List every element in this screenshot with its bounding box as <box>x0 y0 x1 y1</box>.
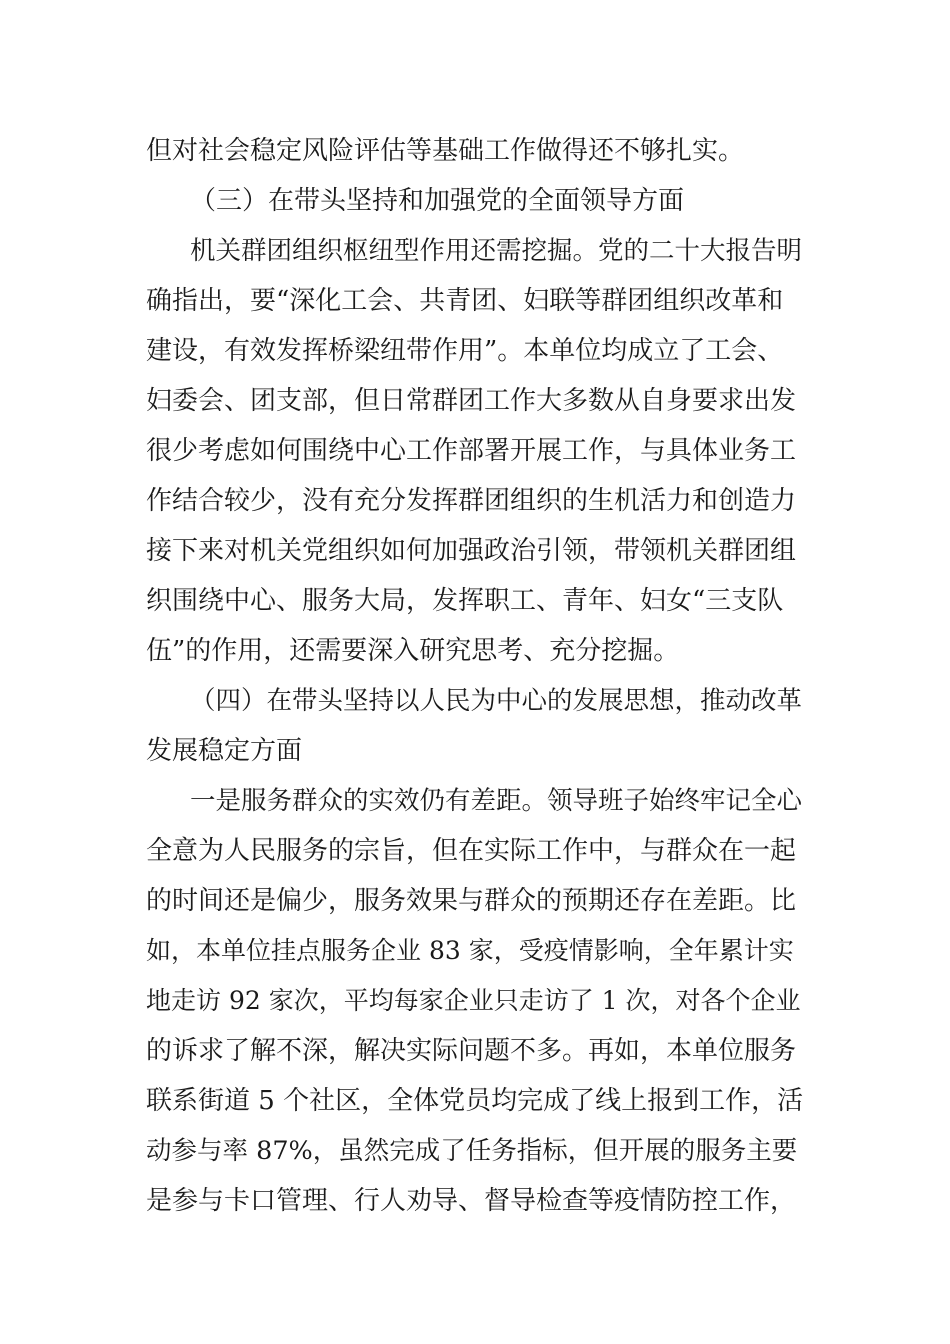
text-line-11: 伍”的作用，还需要深入研究思考、充分挖掘。 <box>146 636 680 666</box>
text-line-20: 联系街道 5 个社区，全体党员均完成了线上报到工作，活 <box>146 1086 804 1116</box>
text-line-10: 织围绕中心、服务大局，发挥职工、青年、妇女“三支队 <box>146 586 784 616</box>
text-line-15: 全意为人民服务的宗旨，但在实际工作中，与群众在一起 <box>146 836 797 866</box>
text-line-17: 如，本单位挂点服务企业 83 家，受疫情影响，全年累计实 <box>146 936 794 965</box>
text-line-7: 很少考虑如何围绕中心工作部署开展工作，与具体业务工 <box>146 436 797 466</box>
text-line-19: 的诉求了解不深，解决实际问题不多。再如，本单位服务 <box>146 1036 797 1066</box>
text-line-22: 是参与卡口管理、行人劝导、督导检查等疫情防控工作， <box>146 1186 797 1216</box>
text-line-14: 一是服务群众的实效仍有差距。领导班子始终牢记全心 <box>190 786 803 816</box>
text-line-18: 地走访 92 家次，平均每家企业只走访了 1 次，对各个企业 <box>146 986 801 1015</box>
text-line-4: 确指出，要“深化工会、共青团、妇联等群团组织改革和 <box>146 286 784 316</box>
text-line-21: 动参与率 87%，虽然完成了任务指标，但开展的服务主要 <box>146 1136 798 1166</box>
section-heading-4-cont: 发展稳定方面 <box>146 736 303 766</box>
section-heading-4: （四）在带头坚持以人民为中心的发展思想，推动改革 <box>190 686 803 716</box>
text-line-16: 的时间还是偏少，服务效果与群众的预期还存在差距。比 <box>146 886 797 916</box>
text-line-1: 但对社会稳定风险评估等基础工作做得还不够扎实。 <box>146 136 745 166</box>
text-line-9: 接下来对机关党组织如何加强政治引领，带领机关群团组 <box>146 536 797 566</box>
text-line-6: 妇委会、团支部，但日常群团工作大多数从自身要求出发 <box>146 386 797 416</box>
text-line-5: 建设，有效发挥桥梁纽带作用”。本单位均成立了工会、 <box>146 336 784 366</box>
text-line-3: 机关群团组织枢纽型作用还需挖掘。党的二十大报告明 <box>190 236 803 266</box>
text-line-8: 作结合较少，没有充分发挥群团组织的生机活力和创造力 <box>146 486 797 516</box>
section-heading-3: （三）在带头坚持和加强党的全面领导方面 <box>190 186 685 216</box>
